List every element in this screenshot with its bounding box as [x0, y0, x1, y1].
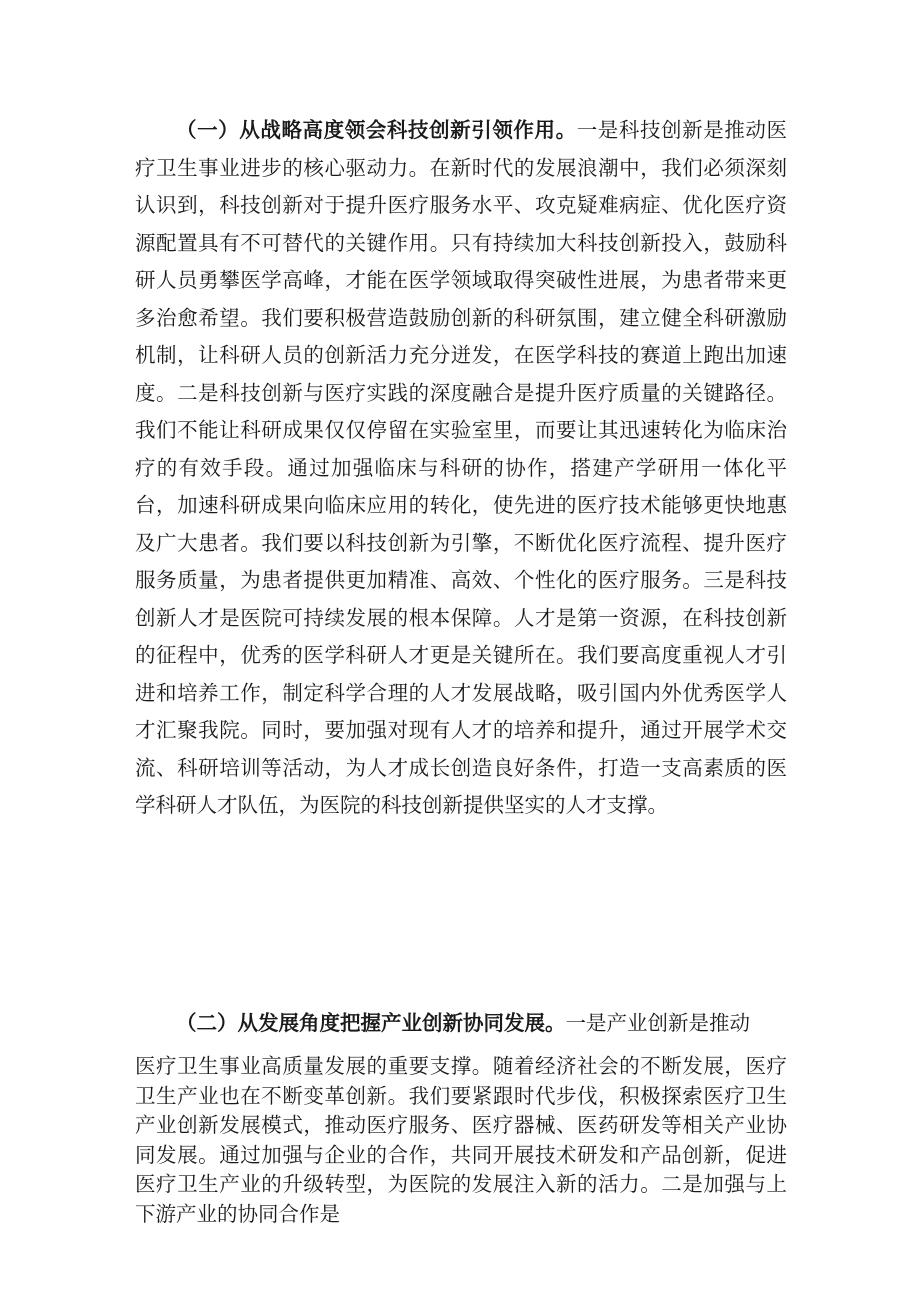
section-1-body: 一是科技创新是推动医疗卫生事业进步的核心驱动力。在新时代的发展浪潮中，我们必须深刻认识到，科技创新对于提升医疗服务水平、攻克疑难病症、优化医疗资源配置具有不可替代的关键作用。只有持续加大科技创新投入，鼓励科研人员勇攀医学高峰，才能在医学领域取得突破性进展，为患者带来更多治愈希望。我们要积极营造鼓励创新的科研氛围，建立健全科研激励机制，让科研人员的创新活力充分迸发，在医学科技的赛道上跑出加速度。二是科技创新与医疗实践的深度融合是提升医疗质量的关键路径。我们不能让科研成果仅仅停留在实验室里，而要让其迅速转化为临床治疗的有效手段。通过加强临床与科研的协作，搭建产学研用一体化平台，加速科研成果向临床应用的转化，使先进的医疗技术能够更快地惠及广大患者。我们要以科技创新为引擎，不断优化医疗流程、提升医疗服务质量，为患者提供更加精准、高效、个性化的医疗服务。三是科技创新人才是医院可持续发展的根本保障。人才是第一资源，在科技创新的征程中，优秀的医学科研人才更是关键所在。我们要高度重视人才引进和培养工作，制定科学合理的人才发展战略，吸引国内外优秀医学人才汇聚我院。同时，要加强对现有人才的培养和提升，通过开展学术交流、科研培训等活动，为人才成长创造良好条件，打造一支高素质的医学科研人才队伍，为医院的科技创新提供坚实的人才支撑。 — [135, 118, 788, 817]
section-2-lead: 一是产业创新是推动 — [565, 1011, 750, 1035]
section-2-heading: （二）从发展角度把握产业创新协同发展。 — [176, 1011, 566, 1035]
section-2-body: 医疗卫生事业高质量发展的重要支撑。随着经济社会的不断发展，医疗卫生产业也在不断变革创新。我们要紧跟时代步伐，积极探索医疗卫生产业创新发展模式，推动医疗服务、医疗器械、医药研发等相关产业协同发展。通过加强与企业的合作，共同开展技术研发和产品创新，促进医疗卫生产业的升级转型，为医院的发展注入新的活力。二是加强与上下游产业的协同合作是 — [135, 1054, 787, 1226]
section-2-heading-line — [135, 1005, 787, 1042]
section-1-paragraph — [135, 112, 787, 825]
section-1-heading: （一）从战略高度领会科技创新引领作用。 — [176, 118, 577, 142]
